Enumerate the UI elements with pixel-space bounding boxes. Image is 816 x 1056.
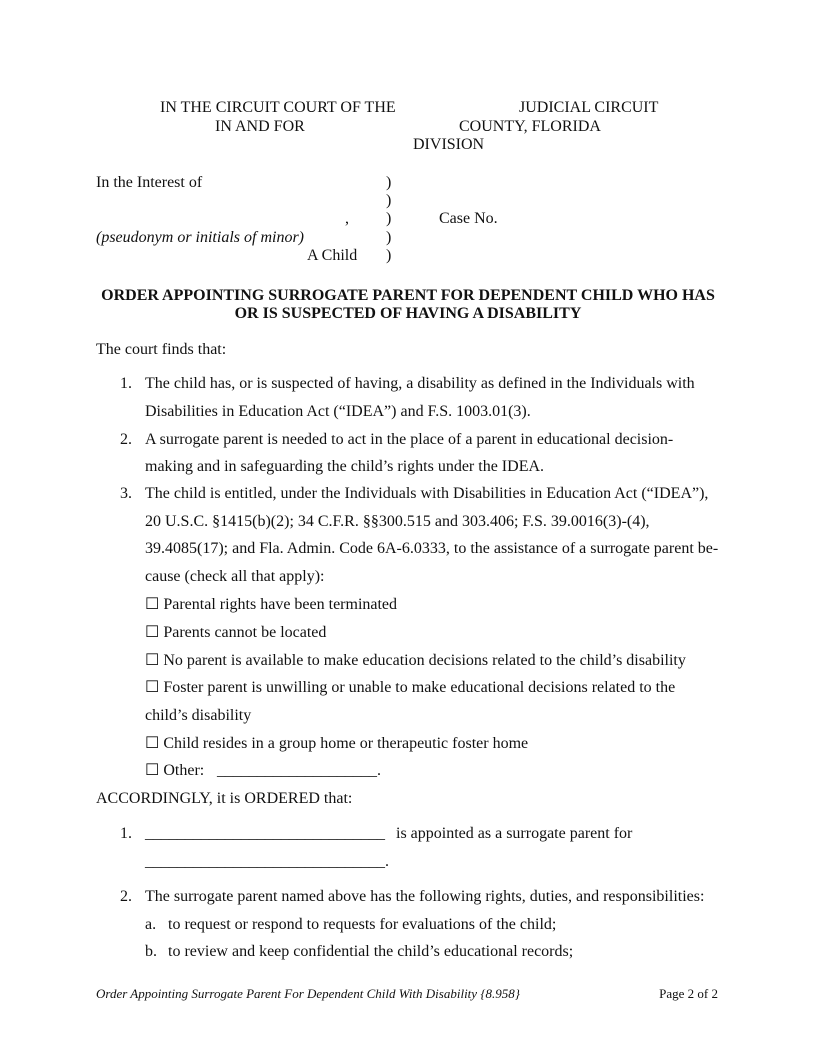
checkbox-rights-terminated[interactable] — [145, 596, 397, 614]
checkbox-icon: ☐ — [145, 679, 160, 696]
order-title-line2: OR IS SUSPECTED OF HAVING A DISABILITY — [234, 305, 582, 322]
order-text: The surrogate parent named above has the following rights, duties, and responsibilities: — [145, 888, 705, 905]
a-child-label: A Child — [307, 247, 358, 264]
county-label: COUNTY, FLORIDA — [459, 118, 601, 135]
subitem-text: to request or respond to requests for evaluations of the child; — [168, 916, 557, 933]
checkbox-other[interactable] — [145, 762, 204, 780]
other-blank-field[interactable]: ____________________. — [217, 762, 381, 779]
checkbox-label: Other: — [163, 762, 205, 779]
item-number: 3. — [120, 485, 132, 502]
footer-page-number: Page 2 of 2 — [659, 986, 718, 1001]
checkbox-foster-parent-unwilling[interactable] — [145, 679, 675, 697]
finding-text: making and in safeguarding the child’s rights under the IDEA. — [145, 458, 545, 475]
finding-text: 39.4085(17); and Fla. Admin. Code 6A-6.0333, to the assistance of a surrogate parent be- — [145, 540, 719, 557]
finding-text: A surrogate parent is needed to act in the place of a parent in educational decision- — [145, 431, 674, 448]
finding-text: 20 U.S.C. §1415(b)(2); 34 C.F.R. §§300.515 and 303.406; F.S. 39.0016(3)-(4), — [145, 513, 650, 530]
checkbox-no-parent-available[interactable] — [145, 652, 686, 670]
in-and-for-label: IN AND FOR — [215, 118, 305, 135]
ordered-intro: ACCORDINGLY, it is ORDERED that: — [96, 790, 353, 807]
checkbox-label: Parents cannot be located — [163, 624, 327, 641]
subitem-letter: a. — [145, 916, 157, 933]
caption-paren: ) — [386, 174, 392, 191]
item-number: 1. — [120, 375, 132, 392]
subitem-text: to review and keep confidential the child’s educational records; — [168, 943, 574, 960]
findings-intro: The court finds that: — [96, 341, 227, 358]
checkbox-label: No parent is available to make education decisions related to the child’s disability — [163, 652, 686, 669]
item-number: 2. — [120, 888, 132, 905]
finding-text: The child has, or is suspected of having, a disability as defined in the Individuals with — [145, 375, 695, 392]
item-number: 2. — [120, 431, 132, 448]
finding-text: cause (check all that apply): — [145, 568, 325, 585]
caption-paren: ) — [386, 192, 392, 209]
child-name-blank[interactable]: ______________________________. — [145, 853, 389, 870]
caption-comma: , — [345, 210, 349, 227]
order-title-line1: ORDER APPOINTING SURROGATE PARENT FOR DEPENDENT CHILD WHO HAS — [101, 287, 715, 304]
checkbox-label: Parental rights have been terminated — [163, 596, 398, 613]
court-line: IN THE CIRCUIT COURT OF THE — [160, 99, 396, 116]
checkbox-group-home[interactable] — [145, 735, 528, 753]
checkbox-label-continued: child’s disability — [145, 707, 252, 724]
checkbox-parents-not-located[interactable] — [145, 624, 326, 642]
finding-text: Disabilities in Education Act (“IDEA”) and F.S. 1003.01(3). — [145, 403, 531, 420]
checkbox-icon: ☐ — [145, 735, 160, 752]
checkbox-icon: ☐ — [145, 652, 160, 669]
pseudonym-label: (pseudonym or initials of minor) — [96, 229, 304, 246]
caption-paren: ) — [386, 229, 392, 246]
checkbox-icon: ☐ — [145, 762, 160, 779]
finding-text: The child is entitled, under the Individuals with Disabilities in Education Act (“IDEA”), — [145, 485, 709, 502]
division-label: DIVISION — [413, 136, 485, 153]
footer-form-title: Order Appointing Surrogate Parent For Dependent Child With Disability {8.958} — [96, 986, 520, 1001]
surrogate-name-blank[interactable]: ______________________________ — [145, 825, 385, 842]
subitem-letter: b. — [145, 943, 157, 960]
checkbox-icon: ☐ — [145, 596, 160, 613]
caption-paren: ) — [386, 247, 392, 264]
circuit-label: JUDICIAL CIRCUIT — [519, 99, 659, 116]
checkbox-label: Foster parent is unwilling or unable to make educational decisions related to the — [163, 679, 676, 696]
interest-of-label: In the Interest of — [96, 174, 203, 191]
checkbox-icon: ☐ — [145, 624, 160, 641]
checkbox-label: Child resides in a group home or therapeutic foster home — [163, 735, 529, 752]
caption-paren: ) — [386, 210, 392, 227]
item-number: 1. — [120, 825, 132, 842]
case-number-label: Case No. — [439, 210, 498, 227]
order-text: is appointed as a surrogate parent for — [396, 825, 633, 842]
